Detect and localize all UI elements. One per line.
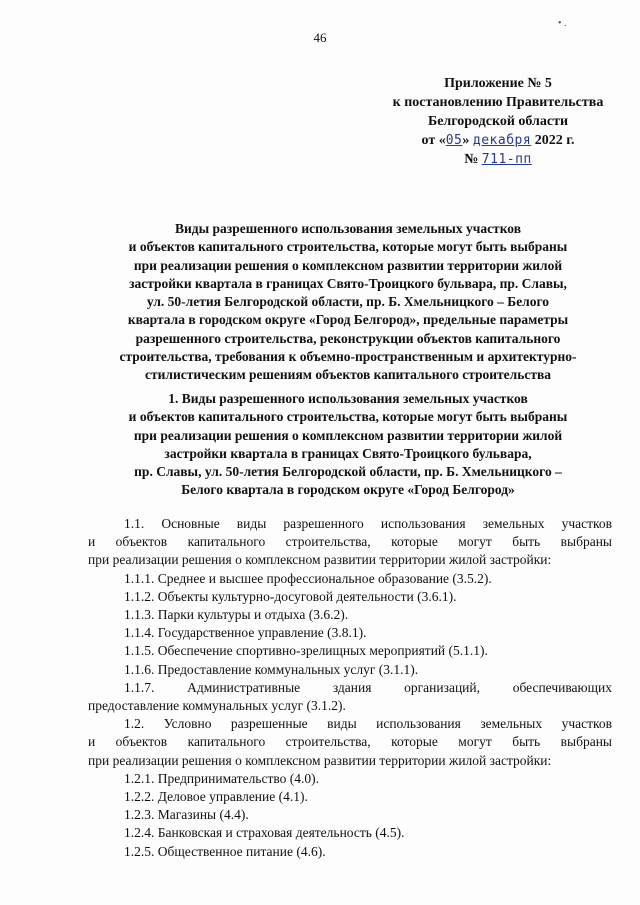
list-item: 1.1.3. Парки культуры и отдыха (3.6.2). [124,607,349,623]
paragraph-1-1-line: 1.1. Основные виды разрешенного использования земельных участков [124,516,612,531]
title-line: строительства, требования к объемно-пространственным и архитектурно- [119,349,577,365]
list-item: 1.2.1. Предпринимательство (4.0). [124,770,319,786]
date-day: 05 [445,133,463,148]
title-line: застройки квартала в границах Свято-Троицкого бульвара, пр. Славы, [129,275,567,291]
paragraph-1-1-line: и объектов капитального строительства, которые могут быть выбраны [88,534,612,550]
paragraph-1-2-line: и объектов капитального строительства, которые могут быть выбраны [88,734,612,750]
appendix-title: Приложение № 5 [444,76,552,91]
section-title-line: пр. Славы, ул. 50-летия Белгородской области, пр. Б. Хмельницкого – [134,464,562,480]
date-mid: » [462,133,470,148]
list-item: 1.1.1. Среднее и высшее профессиональное образование (3.5.2). [124,570,492,586]
section-title-line: и объектов капитального строительства, которые могут быть выбраны [128,409,568,425]
appendix-date [378,131,618,150]
list-item: 1.1.2. Объекты культурно-досуговой деятельности (3.6.1). [124,588,457,604]
section-1-title [88,390,608,500]
paragraph-1-2-line: 1.2. Условно разрешенные виды использования земельных участков [124,716,612,732]
title-line: Виды разрешенного использования земельных участков [175,221,521,236]
list-item: 1.1.6. Предоставление коммунальных услуг (3.1.1). [124,661,419,677]
number-prefix: № [464,152,479,167]
section-title-line: 1. Виды разрешенного использования земельных участков [168,391,528,406]
list-item: 1.2.5. Общественное питание (4.6). [124,843,326,859]
list-item: 1.2.4. Банковская и страховая деятельность (4.5). [124,825,405,841]
title-line: при реализации решения о комплексном развитии территории жилой [133,257,563,273]
paragraph-1-2-line: при реализации решения о комплексном развитии территории жилой застройки: [88,752,552,768]
list-item: 1.2.3. Магазины (4.4). [124,807,249,823]
appendix-line-3: Белгородской области [427,114,569,129]
number-value: 711-пп [481,152,532,167]
appendix-number [378,150,618,169]
section-title-line: Белого квартала в городском округе «Город Белгород» [181,482,515,498]
section-title-line: застройки квартала в границах Свято-Троицкого бульвара, [164,445,532,461]
list-item: 1.1.7. Административные здания организаций, обеспечивающих [124,679,612,695]
paragraph-1-1-line: при реализации решения о комплексном развитии территории жилой застройки: [88,552,552,568]
document-body [88,515,612,861]
appendix-header [378,74,618,169]
list-item: 1.1.4. Государственное управление (3.8.1). [124,625,367,641]
title-line: стилистическим решениям объектов капитального строительства [144,367,552,383]
title-line: разрешенного строительства, реконструкции объектов капитального [135,330,561,346]
document-title [88,220,608,385]
title-line: и объектов капитального строительства, которые могут быть выбраны [128,239,568,255]
list-item: 1.1.5. Обеспечение спортивно-зрелищных мероприятий (5.1.1). [124,643,488,659]
section-title-line: при реализации решения о комплексном развитии территории жилой [133,427,563,443]
title-line: ул. 50-летия Белгородской области, пр. Б. Хмельницкого – Белого [146,294,550,310]
date-prefix: от « [421,133,446,148]
scan-mark: • . [558,18,567,29]
date-month: декабря [472,133,532,148]
date-year: 2022 г. [534,133,575,148]
list-item: 1.2.2. Деловое управление (4.1). [124,789,308,805]
list-item-continuation: предоставление коммунальных услуг (3.1.2). [88,698,346,714]
page-number: 46 [313,30,327,45]
title-line: квартала в городском округе «Город Белгород», предельные параметры [127,312,569,328]
appendix-line-2: к постановлению Правительства [392,95,604,110]
